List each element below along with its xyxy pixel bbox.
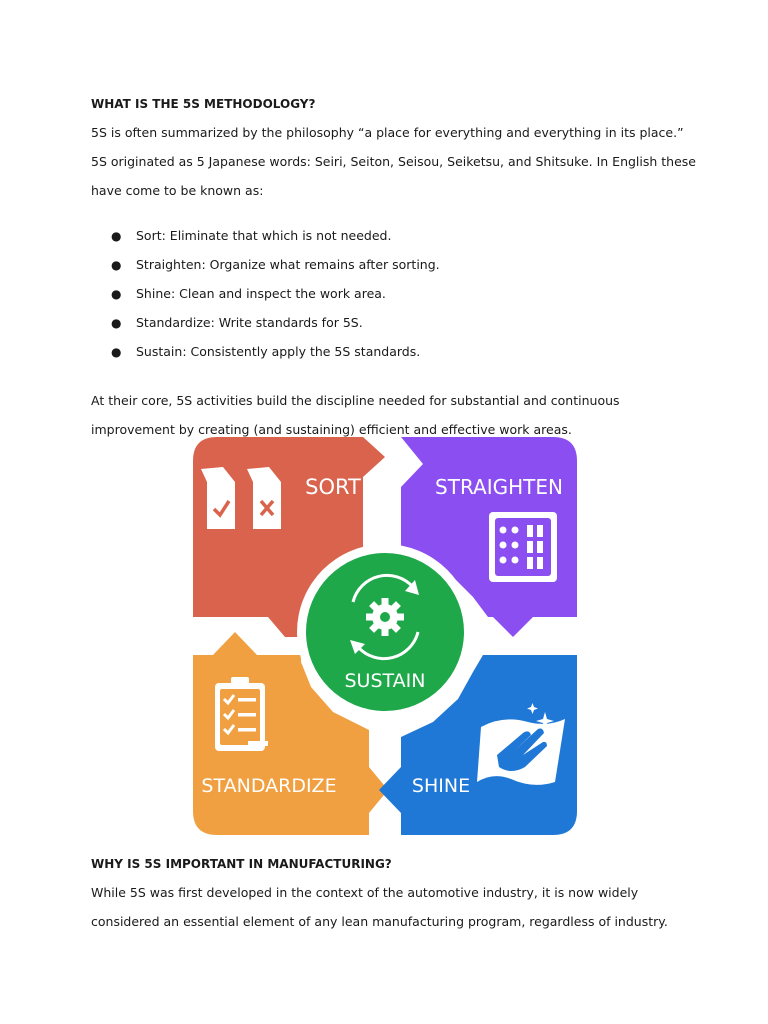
- bullet-icon: ●: [111, 287, 122, 301]
- section-heading-methodology: WHAT IS THE 5S METHODOLOGY?: [91, 97, 316, 111]
- bullet-icon: ●: [111, 345, 122, 359]
- clipboard-checklist-icon: [215, 677, 268, 751]
- five-s-diagram: [193, 437, 577, 835]
- organizer-icon: [489, 512, 557, 582]
- straighten-label: STRAIGHTEN: [435, 475, 563, 499]
- bullet-icon: ●: [111, 316, 122, 330]
- list-item: ● Standardize: Write standards for 5S.: [111, 315, 363, 330]
- paragraph-philosophy: 5S is often summarized by the philosophy “a place for everything and everything in its place.”: [91, 125, 684, 140]
- paragraph-origin-line1: 5S originated as 5 Japanese words: Seiri, Seiton, Seisou, Seiketsu, and Shitsuke. In English these: [91, 154, 696, 169]
- list-item: ● Shine: Clean and inspect the work area.: [111, 286, 386, 301]
- list-item: ● Sort: Eliminate that which is not needed.: [111, 228, 392, 243]
- list-item: ● Straighten: Organize what remains after sorting.: [111, 257, 440, 272]
- cleaning-cloth-icon: [477, 719, 565, 785]
- five-s-list: [111, 228, 440, 373]
- shine-label: SHINE: [411, 775, 471, 797]
- paragraph-origin-line2: have come to be known as:: [91, 183, 264, 198]
- gear-icon: [366, 598, 404, 636]
- sustain-label: SUSTAIN: [344, 670, 426, 692]
- paragraph-importance-line1: While 5S was first developed in the context of the automotive industry, it is now widely: [91, 885, 639, 900]
- paragraph-core-line2: improvement by creating (and sustaining) efficient and effective work areas.: [91, 422, 572, 437]
- list-item: ● Sustain: Consistently apply the 5S standards.: [111, 344, 421, 359]
- sort-label: SORT: [305, 475, 361, 499]
- section-heading-importance: WHY IS 5S IMPORTANT IN MANUFACTURING?: [91, 857, 392, 871]
- paragraph-core-line1: At their core, 5S activities build the discipline needed for substantial and continuous: [91, 393, 620, 408]
- paragraph-importance-line2: considered an essential element of any lean manufacturing program, regardless of industry.: [91, 914, 668, 929]
- standardize-label: STANDARDIZE: [201, 775, 337, 797]
- bullet-icon: ●: [111, 229, 122, 243]
- bullet-icon: ●: [111, 258, 122, 272]
